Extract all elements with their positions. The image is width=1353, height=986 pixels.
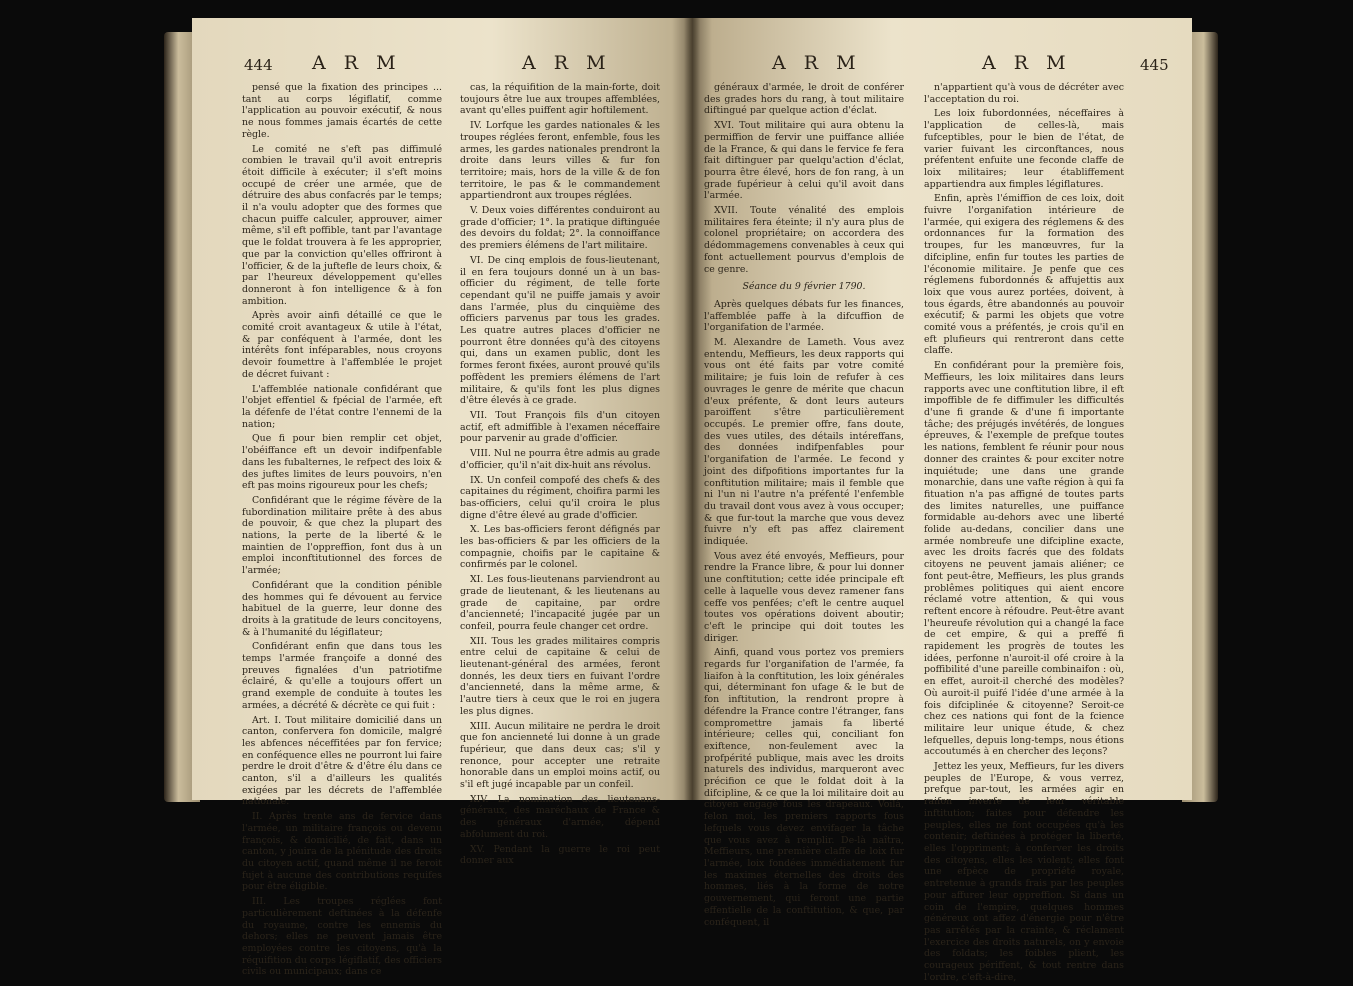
- running-head-left-col2: A R M: [522, 52, 612, 74]
- paragraph: Après avoir ainfi détaillé ce que le comité croit avantageux & utile à l'état, & par conféquent à l'armée, dont les intérêts font inféparables, nous croyons devoir foumettre à l'affemblée le projet de décret fuivant :: [242, 310, 442, 380]
- paragraph: II. Après trente ans de fervice dans l'armée, un militaire françois ou devenu françois, & domicilié, de fait, dans un canton, y jouira de la plénitude des droits du citoyen actif, quand même il ne feroit fujet à aucune des contributions requifes pour être éligible.: [242, 811, 442, 893]
- paragraph: cas, la réquifition de la main-forte, doit toujours être lue aux troupes affemblées, avant qu'elles puiffent agir hoftilement.: [460, 82, 660, 117]
- right-column-2: [924, 82, 1124, 986]
- paragraph: V. Deux voies différentes conduiront au grade d'officier; 1°. la pratique diftinguée des devoirs du foldat; 2°. la connoiffance des premiers élémens de l'art militaire.: [460, 205, 660, 252]
- paragraph: IX. Un confeil compofé des chefs & des capitaines du régiment, choifira parmi les bas-officiers, celui qu'il croira le plus digne d'être élevé au grade d'officier.: [460, 474, 660, 521]
- paragraph: XIII. Aucun militaire ne perdra le droit que fon ancienneté lui donne à un grade fupérieur, que dans deux cas; s'il y renonce, pour accepter une retraite honorable dans un emploi moins actif, ou s'il eft jugé incapable par un confeil.: [460, 720, 660, 791]
- right-column-1: [704, 82, 904, 931]
- paragraph: Les loix fubordonnées, néceffaires à l'application de celles-là, mais fufceptibles, pour le bien de l'état, de varier fuivant les circonftances, nous préfentent enfuite une feconde claffe de loix militaires; leur établiffement appartiendra aux fimples légiflatures.: [924, 108, 1124, 190]
- paragraph: Confidérant enfin que dans tous les temps l'armée françoife a donné des preuves fignalées d'un patriotifme éclairé, & qu'elle a toujours offert un grand exemple de conduite à toutes les armées, a décrété & décrète ce qui fuit :: [242, 641, 442, 711]
- left-column-1: [242, 82, 442, 981]
- paragraph: n'appartient qu'à vous de décréter avec l'acceptation du roi.: [924, 82, 1124, 105]
- paragraph: Le comité ne s'eft pas diffimulé combien le travail qu'il avoit entrepris étoit difficile à exécuter; il s'eft moins occupé de créer une armée, que de détruire des abus confacrés par le temps; il n'a voulu adopter que des formes que chacun puiffe calculer, approuver, aimer même, s'il eft poffible, tant par l'avantage que le foldat trouvera à fe les approprier, que par la conviction qu'elles offriront à l'officier, & de la juftefle de leurs choix, & par l'heureux développement qu'elles donneront à fon intelligence & à fon ambition.: [242, 143, 442, 307]
- paragraph: Séance du 9 février 1790.: [742, 281, 866, 293]
- paragraph: VIII. Nul ne pourra être admis au grade d'officier, qu'il n'ait dix-huit ans révolus.: [460, 448, 660, 471]
- right-page: [692, 18, 1192, 983]
- paragraph: Vous avez été envoyés, Meffieurs, pour rendre la France libre, & pour lui donner une conftitution; cette idée principale eft celle à laquelle vous devez ramener fans ceffe vos penfées; c'eft le centre auquel toutes vos opérations doivent aboutir; c'eft le principe qui doit toutes les diriger.: [704, 550, 904, 644]
- paragraph: VI. De cinq emplois de fous-lieutenant, il en fera toujours donné un à un bas-officier du régiment, de telle forte cependant qu'il ne puiffe jamais y avoir dans l'armée, plus du cinquième des officiers parvenus par tous les grades. Les quatre autres places d'officier ne pourront être données qu'à des citoyens qui, dans un examen public, dont les formes feront fixées, auront prouvé qu'ils poffèdent les premiers élémens de l'art militaire, & qu'ils font les plus dignes d'être élevés à ce grade.: [460, 254, 660, 407]
- paragraph: pensé que la fixation des principes ... tant au corps légiflatif, comme l'application au pouvoir exécutif, & nous ne nous fommes jamais écartés de cette règle.: [242, 82, 442, 140]
- paragraph: L'affemblée nationale confidérant que l'objet effentiel & fpécial de l'armée, eft la défenfe de l'état contre l'ennemi de la nation;: [242, 383, 442, 430]
- paragraph: Ainfi, quand vous portez vos premiers regards fur l'organifation de l'armée, fa liaifon à la conftitution, les loix générales qui, déterminant fon ufage & le but de fon inftitution, la rendront propre à défendre la France contre l'étranger, fans compromettre jamais fa liberté intérieure; celles qui, conciliant fon exiftence, non-feulement avec la profpérité publique, mais avec les droits naturels des individus, marqueront avec précifion ce que le foldat doit à la difcipline, & ce que la loi militaire doit au citoyen engagé fous les drapeaux. Voilà, felon moi, les premiers rapports fous lefquels vous devez envifager la tâche que vous avez à remplir. De-là naîtra, Meffieurs, une première claffe de loix fur l'armée, loix fondées immédiatement fur les maximes éternelles des droits des hommes, liés à la forme de notre gouvernement, qui feront une partie effentielle de la conftitution, & que, par conféquent, il: [704, 647, 904, 928]
- paragraph: Jettez les yeux, Meffieurs, fur les divers peuples de l'Europe, & vous verrez, prefque par-tout, les armées agir en raifon inverfe de leur véritable inftitution; faites pour défendre les peuples, elles ne font occupées qu'à les contenir; deftinées à protéger la liberté, elles l'oppriment; à conferver les droits des citoyens, elles les violent; elles font une efpèce de propriété royale, entretenue à grands frais par les peuples pour affurer leur oppreffion. Si dans un coin de l'empire, quelques hommes généreux ont affez d'énergie pour n'être pas arrêtés par la crainte, & réclament l'exercice des droits naturels, on y envoie des foldats; les foibles plient, les courageux périffent, & tout rentre dans l'ordre, c'eft-à-dire,: [924, 761, 1124, 983]
- paragraph: XI. Les fous-lieutenans parviendront au grade de lieutenant, & les lieutenans au grade de capitaine, par ordre d'ancienneté; l'incapacité jugée par un confeil, pourra feule changer cet ordre.: [460, 574, 660, 632]
- paragraph: III. Les troupes réglées font particulièrement deftinées à la défenfe du royaume, contre les ennemis du dehors; elles ne peuvent jamais être employées contre les citoyens, qu'à la réquifition du corps légiflatif, des officiers civils ou municipaux; dans ce: [242, 896, 442, 978]
- paragraph: Que fi pour bien remplir cet objet, l'obéiffance eft un devoir indifpenfable dans les fubalternes, le refpect des loix & des juftes limites de leurs pouvoirs, n'en eft pas moins rigoureux pour les chefs;: [242, 433, 442, 492]
- page-number-left: 444: [244, 56, 273, 74]
- open-book: [192, 18, 1192, 983]
- running-head-right-col1: A R M: [772, 52, 862, 74]
- left-column-2: [460, 82, 660, 870]
- paragraph: Confidérant que le régime févère de la fubordination militaire prête à des abus de pouvoir, & que chez la plupart des nations, la perte de la liberté & le maintien de l'oppreffion, font dus à un emploi inconftitutionnel des forces de l'armée;: [242, 494, 442, 577]
- paragraph: Art. I. Tout militaire domicilié dans un canton, confervera fon domicile, malgré les abfences néceffitées par fon fervice; en conféquence elles ne pourront lui faire perdre le droit d'être & d'être élu dans ce canton, s'il a d'ailleurs les qualités exigées par les décrets de l'affemblée nationale.: [242, 714, 442, 808]
- paragraph: VII. Tout François fils d'un citoyen actif, eft admiffible à l'examen néceffaire pour parvenir au grade d'officier.: [460, 409, 660, 445]
- paragraph: XIV. La nomination des lieutenans-généraux, des maréchaux de France & des généraux d'armée, dépend abfolument du roi.: [460, 793, 660, 840]
- running-head-right-col2: A R M: [982, 52, 1072, 74]
- left-page: [192, 18, 692, 978]
- paragraph: généraux d'armée, le droit de conférer des grades hors du rang, à tout militaire diftingué par quelque action d'éclat.: [704, 82, 904, 117]
- paragraph: XV. Pendant la guerre le roi peut donner aux: [460, 843, 660, 867]
- paragraph: En confidérant pour la première fois, Meffieurs, les loix militaires dans leurs rapports avec une conftitution libre, il eft impoffible de fe diffimuler les difficultés d'une fi grande & d'une fi importante tâche; des préjugés invétérés, de longues épreuves, & l'exemple de prefque toutes les nations, femblent fe réunir pour nous donner des craintes & pour exciter notre inquiétude; une dans une grande monarchie, dans une vafte région à qui fa fituation n'a pas affigné de toutes parts des limites naturelles, une puiffance formidable au-dehors avec une liberté folide au-dedans, concilier dans une armée nombreufe une difcipline exacte, avec les droits facrés que des foldats citoyens ne peuvent jamais aliéner; ce font peut-être, Meffieurs, les plus grands problêmes politiques qui aient encore réclamé votre attention, & qui vous reftent encore à réfoudre. Peut-être avant l'heureufe révolution qui a changé la face de cet empire, & qui a preffé fi rapidement les progrès de toutes les idées, perfonne n'auroit-il ofé croire à la poffibilité d'une pareille combinaifon : où, en effet, auroit-il cherché des modèles? Où auroit-il puifé l'idée d'une armée à la fois difciplinée & citoyenne? Seroit-ce chez ces nations qui font de la fcience militaire leur unique étude, & chez lefquelles, depuis long-temps, nous étions accoutumés à en chercher des leçons?: [924, 360, 1124, 758]
- paragraph: X. Les bas-officiers feront défignés par les bas-officiers & par les officiers de la compagnie, choifis par le capitaine & confirmés par le colonel.: [460, 524, 660, 571]
- paragraph: M. Alexandre de Lameth. Vous avez entendu, Meffieurs, les deux rapports qui vous ont été faits par votre comité militaire; je fuis loin de refufer à ces ouvrages le genre de mérite que chacun d'eux préfente, & dont leurs auteurs paroiffent s'être particulièrement occupés. Le premier offre, fans doute, des vues utiles, des détails intéreffans, des données indifpenfables pour l'organifation de l'armée. Le fecond y joint des difpofitions importantes fur la conftitution militaire; mais il femble que ni l'un ni l'autre n'a préfenté l'enfemble du travail dont vous avez à vous occuper; & que fur-tout la marche que vous devez fuivre n'y eft pas affez clairement indiquée.: [704, 337, 904, 548]
- paragraph: XII. Tous les grades militaires compris entre celui de capitaine & celui de lieutenant-général des armées, feront donnés, les deux tiers en fuivant l'ordre d'ancienneté, dans la même arme, & l'autre tiers à ceux que le roi en jugera les plus dignes.: [460, 635, 660, 717]
- paragraph: XVII. Toute vénalité des emplois militaires fera éteinte; il n'y aura plus de colonel propriétaire; on accordera des dédommagemens convenables à ceux qui font actuellement pourvus d'emplois de ce genre.: [704, 205, 904, 275]
- page-number-right: 445: [1140, 56, 1169, 74]
- paragraph: IV. Lorfque les gardes nationales & les troupes réglées feront, enfemble, fous les armes, les gardes nationales prendront la droite dans leurs villes & fur fon territoire; mais, hors de la ville & de fon territoire, le pas & le commandement appartiendront aux troupes réglées.: [460, 120, 660, 202]
- paragraph: XVI. Tout militaire qui aura obtenu la permiffion de fervir une puiffance alliée de la France, & qui dans le fervice fe fera fait diftinguer par quelqu'action d'éclat, pourra être élevé, hors de fon rang, à un grade fupérieur à celui qu'il avoit dans l'armée.: [704, 120, 904, 202]
- running-head-left-col1: A R M: [312, 52, 402, 74]
- book-gutter: [684, 18, 700, 800]
- paragraph: Enfin, après l'émiffion de ces loix, doit fuivre l'organifation intérieure de l'armée, qui exigera des réglemens & des ordonnances fur la formation des troupes, fur les manœuvres, fur la difcipline, enfin fur toutes les parties de l'économie militaire. Je penfe que ces réglemens fubordonnés & affujettis aux loix que vous aurez portées, doivent, à tous égards, être abandonnés au pouvoir exécutif; & parmi les objets que votre comité vous a préfentés, je crois qu'il en eft plufieurs qui rentreront dans cette claffe.: [924, 193, 1124, 357]
- paragraph: Confidérant que la condition pénible des hommes qui fe dévouent au fervice habituel de la guerre, leur donne des droits à la gratitude de leurs concitoyens, & à l'humanité du légiflateur;: [242, 579, 442, 638]
- paragraph: Après quelques débats fur les finances, l'affemblée paffe à la difcuffion de l'organifation de l'armée.: [704, 298, 904, 334]
